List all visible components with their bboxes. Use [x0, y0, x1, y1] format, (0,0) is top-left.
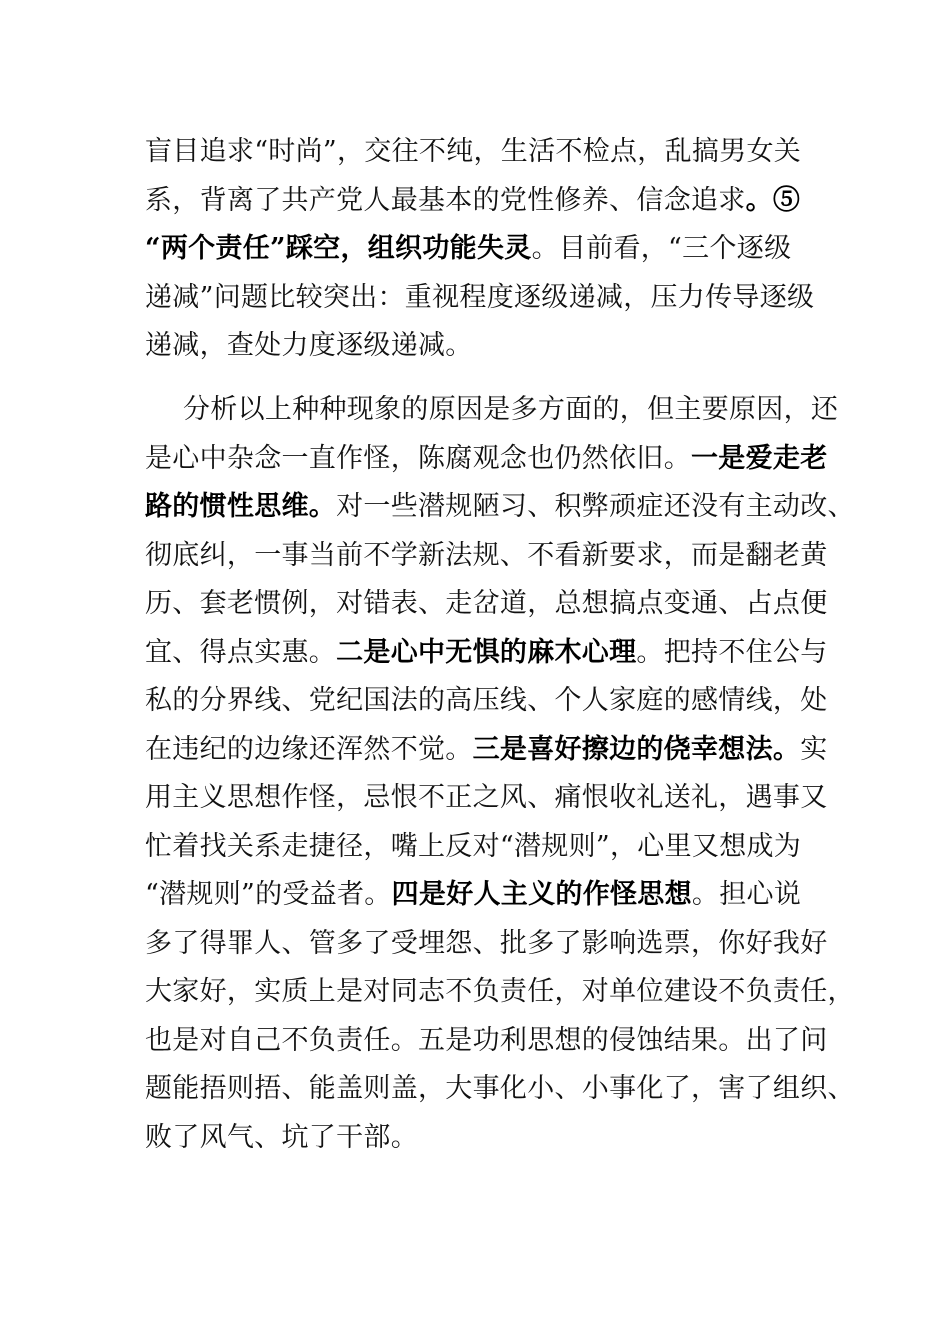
text-line — [145, 629, 828, 678]
text-run: 也是对自己不负责任。五是功利思想的侵蚀结果。出了问 — [145, 1024, 828, 1056]
text-run: 大家好，实质上是对同志不负责任，对单位建设不负责任， — [145, 976, 855, 1007]
text-run: 对一些潜规陋习、积弊顽症还没有主动改、 — [336, 491, 855, 522]
text-run: 。把持不住公与 — [636, 636, 828, 668]
text-line — [145, 774, 828, 823]
text-line — [145, 435, 828, 484]
text-line — [145, 1114, 800, 1163]
text-line — [145, 580, 828, 629]
bold-heading-run: 一是爱走老 — [691, 442, 828, 474]
text-line — [145, 128, 800, 177]
paragraph-1 — [145, 128, 815, 371]
paragraph-2 — [145, 386, 855, 1162]
text-run: 分析以上种种现象的原因是多方面的，但主要原因，还 — [183, 394, 839, 425]
text-run: 历、套老惯例，对错表、走岔道，总想搞点变通、占点便 — [145, 588, 828, 619]
text-line — [145, 871, 800, 920]
text-run: 系，背离了共产党人最基本的党性修养、信念追求 — [145, 184, 746, 216]
text-line — [145, 920, 828, 969]
text-line — [145, 225, 800, 274]
text-line — [145, 1065, 855, 1114]
text-run: 。担心说 — [691, 879, 802, 910]
bold-heading-run: 二是心中无惧的麻木心理 — [336, 636, 637, 668]
text-run: 递减，查处力度逐级递减。 — [145, 330, 473, 361]
text-run: 是心中杂念一直作怪，陈腐观念也仍然依旧。 — [145, 442, 691, 474]
text-run: 败了风气、坑了干部。 — [145, 1121, 418, 1153]
text-line — [145, 726, 828, 775]
text-run: 用主义思想作怪，忌恨不正之风、痛恨收礼送礼，遇事又 — [145, 782, 828, 813]
text-run: 实 — [800, 733, 828, 765]
text-line — [145, 322, 800, 371]
text-line — [145, 1017, 828, 1066]
text-run: 宜、得点实惠。 — [145, 636, 337, 668]
bold-heading-run: 四是好人主义的作怪思想 — [391, 879, 692, 910]
bold-heading-run: 路的惯性思维。 — [145, 491, 337, 522]
text-run: “潜规则”的受益者。 — [145, 879, 392, 910]
bold-heading-run: “两个责任”踩空，组织功能失灵 — [145, 233, 532, 264]
text-line — [145, 386, 839, 435]
bold-heading-run: 三是喜好擦边的侥幸想法。 — [472, 733, 801, 765]
text-line — [145, 483, 855, 532]
text-line — [145, 677, 828, 726]
text-line — [145, 968, 855, 1017]
bold-text-run: 。⑤ — [745, 184, 801, 216]
text-run: 多了得罪人、管多了受埋怨、批多了影响选票，你好我好 — [145, 927, 828, 959]
text-run: 在违纪的边缘还浑然不觉。 — [145, 733, 473, 765]
text-line — [145, 274, 815, 323]
text-run: 递减”问题比较突出：重视程度逐级递减，压力传导逐级 — [145, 281, 815, 313]
text-line — [145, 823, 800, 872]
text-run: 。目前看，“三个逐级 — [531, 233, 792, 264]
text-run: 私的分界线、党纪国法的高压线、个人家庭的感情线，处 — [145, 685, 828, 716]
text-line — [145, 532, 828, 581]
text-run: 忙着找关系走捷径，嘴上反对“潜规则”，心里又想成为 — [145, 830, 802, 862]
text-line — [145, 177, 800, 226]
text-run: 盲目追求“时尚”，交往不纯，生活不检点，乱搞男女关 — [145, 136, 802, 167]
text-run: 彻底纠，一事当前不学新法规、不看新要求，而是翻老黄 — [145, 539, 828, 571]
text-run: 题能捂则捂、能盖则盖，大事化小、小事化了，害了组织、 — [145, 1073, 855, 1104]
